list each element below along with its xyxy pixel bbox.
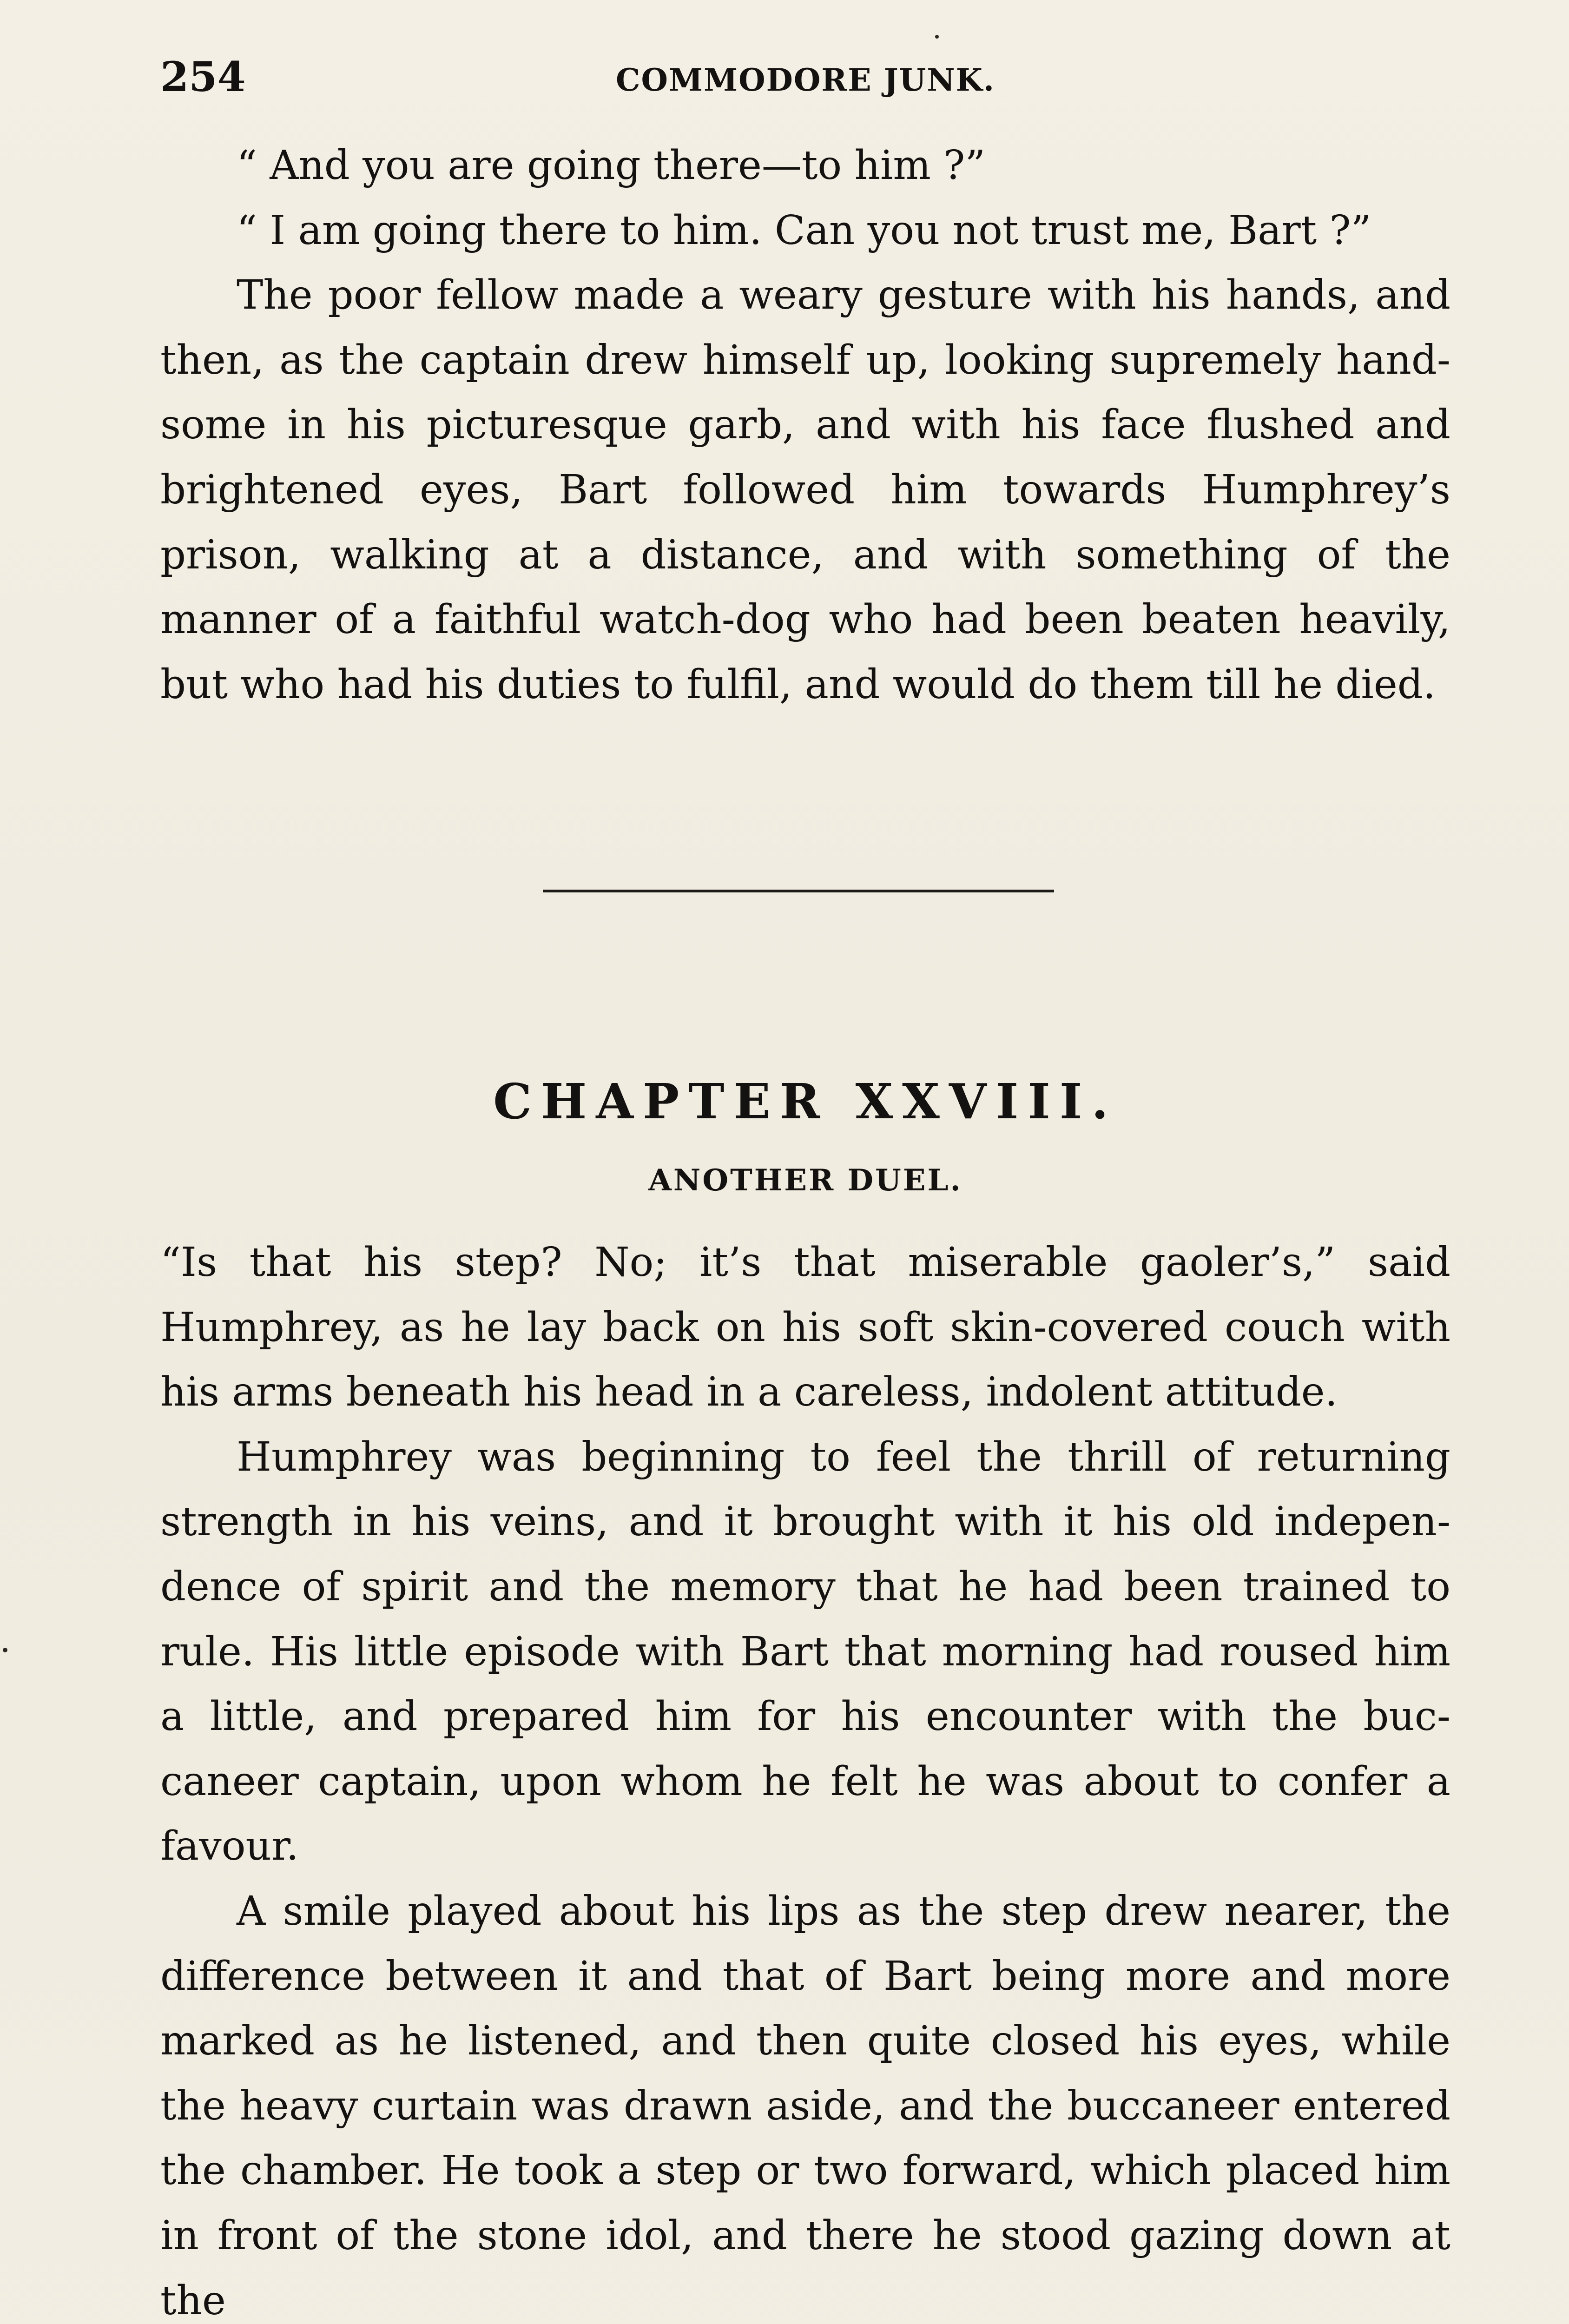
chapter-subtitle: ANOTHER DUEL. [648,1163,962,1198]
paragraph: “Is that his step? No; it’s that miserable gaoler’s,” said Humphrey, as he lay back on his soft skin-covered couch with his arms beneath his head in a careless, indolent attitude. [160,1239,1450,1416]
page-header [160,49,1451,105]
section-divider [543,890,1054,892]
paragraph: Humphrey was beginning to feel the thrill of returning strength in his veins, and it brought with it his old indepen-dence of spirit and the memory that he had been trained to rule. His little episode with Bart that morning had roused him a little, and prepared him for his encounter with the buc-caneer captain, upon whom he felt he was about to confer a favour. [160,1433,1450,1870]
paragraph: “ And you are going there—to him ?” [237,142,986,189]
paragraph: “ I am going there to him. Can you not trust me, Bart ?” [237,207,1371,254]
text-before-chapter [160,133,1450,717]
paragraph: A smile played about his lips as the step drew nearer, the difference between it and that of Bart being more and more marked as he listened, and then quite closed his eyes, while the heavy curtain was drawn aside, and the buccaneer entered the chamber. He took a step or two forward, which placed him in front of the stone idol, and there he stood gazing down at the [160,1888,1450,2324]
paper-speck [3,1648,7,1652]
chapter-title: CHAPTER XXVIII. [493,1073,1118,1130]
running-head: COMMODORE JUNK. [616,62,995,98]
text-after-chapter [160,1230,1450,2324]
paragraph: The poor fellow made a weary gesture with his hands, and then, as the captain drew himself up, looking supremely hand-some in his picturesque garb, and with his face flushed and brightened eyes, Bart followed him towards Humphrey’s prison, walking at a distance, and with something of the manner of a faithful watch-dog who had been beaten heavily, but who had his duties to fulfil, and would do them till he died. [160,272,1450,708]
page-number: 254 [160,53,246,101]
paper-speck [935,35,939,39]
